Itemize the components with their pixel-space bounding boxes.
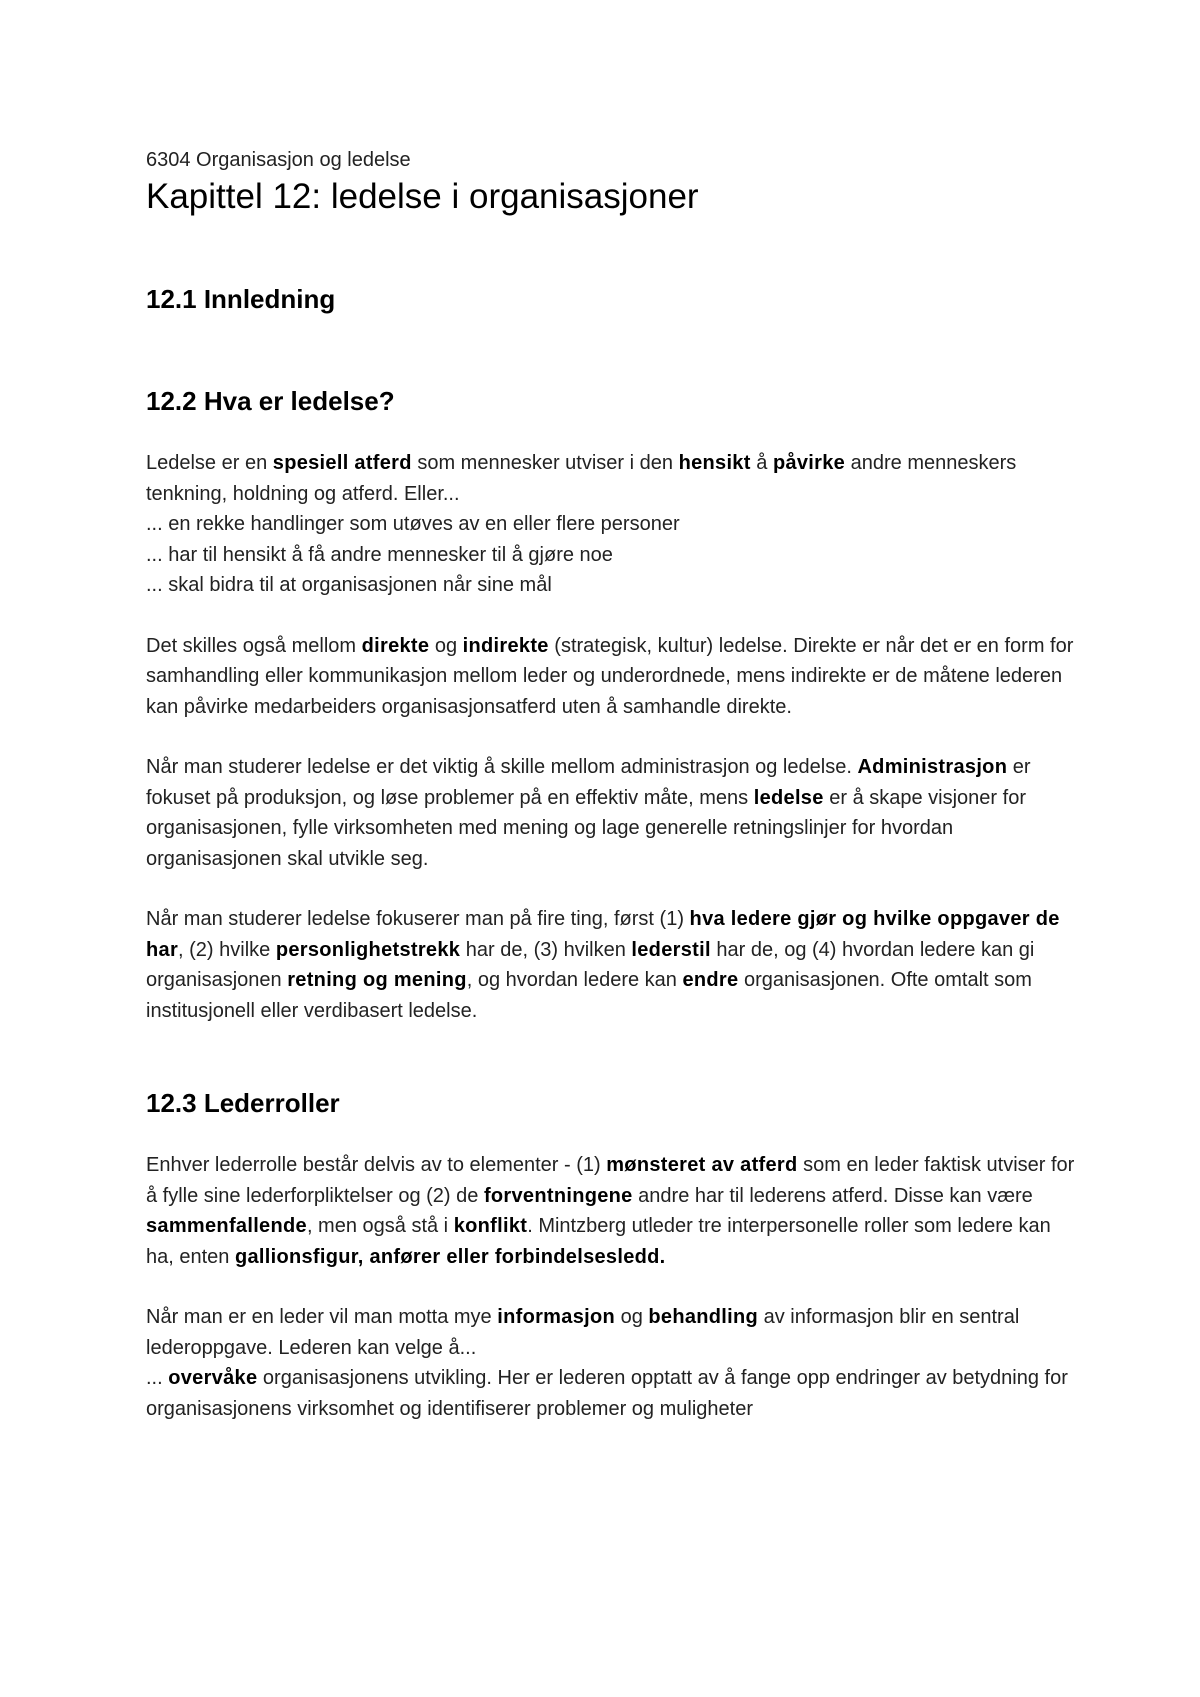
paragraph-leader-role (146, 1150, 1080, 1272)
paragraph-direct-indirect (146, 631, 1080, 723)
emphasis: ledelse (753, 786, 824, 809)
course-label: 6304 Organisasjon og ledelse (146, 149, 411, 171)
list-line: ... en rekke handlinger som utøves av en eller flere personer (146, 513, 680, 535)
paragraph-administration (146, 752, 1080, 874)
text: ... (146, 1367, 169, 1389)
text: , (2) hvilke (178, 938, 276, 961)
text: andre menneskers tenkning, holdning og atferd. Eller... (146, 452, 1017, 505)
emphasis: mønsteret av atferd (606, 1154, 798, 1176)
paragraph-four-things (146, 904, 1080, 1026)
text: som mennesker utviser i den (411, 452, 679, 474)
list-line: ... skal bidra til at organisasjonen når sine mål (146, 574, 552, 596)
text: organisasjonens utvikling. Her er lederen opptatt av å fange opp endringer av betydning for organisasjonens virksomhet og identifiserer problemer og muligheter (146, 1367, 1068, 1420)
text: som en leder faktisk utviser for å fylle sine lederforpliktelser og (2) de (146, 1154, 1075, 1207)
paragraph-definition (146, 448, 1080, 601)
paragraph-information (146, 1302, 1080, 1424)
emphasis: hensikt (678, 452, 751, 474)
text: Det skilles også mellom (146, 634, 362, 657)
emphasis: sammenfallende (146, 1215, 307, 1237)
emphasis: overvåke (168, 1367, 258, 1389)
text: andre har til lederens atferd. Disse kan være (632, 1184, 1033, 1207)
text: Når man studerer ledelse er det viktig å skille mellom administrasjon og ledelse. (146, 756, 858, 778)
text: organisasjonen. Ofte omtalt som institusjonell eller verdibasert ledelse. (146, 969, 1032, 1022)
text: er fokuset på produksjon, og løse problemer på en effektiv måte, mens (146, 756, 1031, 809)
text: Enhver lederrolle består delvis av to elementer - (1) (146, 1154, 607, 1176)
emphasis: informasjon (497, 1306, 616, 1328)
section-heading-12-3: 12.3 Lederroller (146, 1088, 340, 1118)
emphasis: konflikt (453, 1215, 528, 1237)
emphasis: endre (682, 969, 739, 991)
emphasis: personlighetstrekk (275, 938, 461, 961)
text: , og hvordan ledere kan (466, 969, 683, 991)
chapter-title: Kapittel 12: ledelse i organisasjoner (146, 177, 699, 216)
text: å (750, 452, 773, 474)
emphasis: lederstil (631, 938, 711, 961)
list-line: ... har til hensikt å få andre mennesker til å gjøre noe (146, 543, 613, 566)
text: (strategisk, kultur) ledelse. Direkte er når det er en form for samhandling eller kommunikasjon mellom leder og underordnede, mens indirekte er de måtene lederen kan påvirke medarbeiders organisasjonsatferd uten å samhandle direkte. (146, 634, 1074, 718)
emphasis: spesiell atferd (272, 452, 412, 474)
emphasis: påvirke (772, 452, 846, 474)
text: av informasjon blir en sentral lederoppgave. Lederen kan velge å... (146, 1306, 1020, 1359)
text: , men også stå i (306, 1215, 454, 1237)
text: Ledelse er en (146, 452, 273, 474)
emphasis: direkte (361, 634, 430, 657)
text: er å skape visjoner for organisasjonen, fylle virksomheten med mening og lage generelle retningslinjer for hvordan organisasjonen skal utvikle seg. (146, 786, 1026, 870)
text: . Mintzberg utleder tre interpersonelle roller som ledere kan ha, enten (146, 1215, 1051, 1268)
text: Når man er en leder vil man motta mye (146, 1306, 498, 1328)
list-line (146, 1363, 1080, 1424)
emphasis: retning og mening (287, 969, 467, 991)
emphasis: behandling (648, 1306, 759, 1328)
emphasis: indirekte (462, 634, 549, 657)
emphasis: Administrasjon (857, 756, 1008, 778)
text: og (429, 634, 463, 657)
emphasis: forventningene (483, 1184, 633, 1207)
section-heading-12-1: 12.1 Innledning (146, 284, 336, 314)
text: har de, (3) hvilken (460, 938, 632, 961)
text: Når man studerer ledelse fokuserer man på fire ting, først (1) (146, 908, 690, 930)
text: og (615, 1306, 649, 1328)
emphasis: gallionsfigur, anfører eller forbindelsesledd. (234, 1245, 666, 1268)
section-heading-12-2: 12.2 Hva er ledelse? (146, 386, 395, 416)
text: har de, og (4) hvordan ledere kan gi organisasjonen (146, 938, 1035, 991)
emphasis: hva ledere gjør og hvilke oppgaver de har (146, 908, 1060, 961)
